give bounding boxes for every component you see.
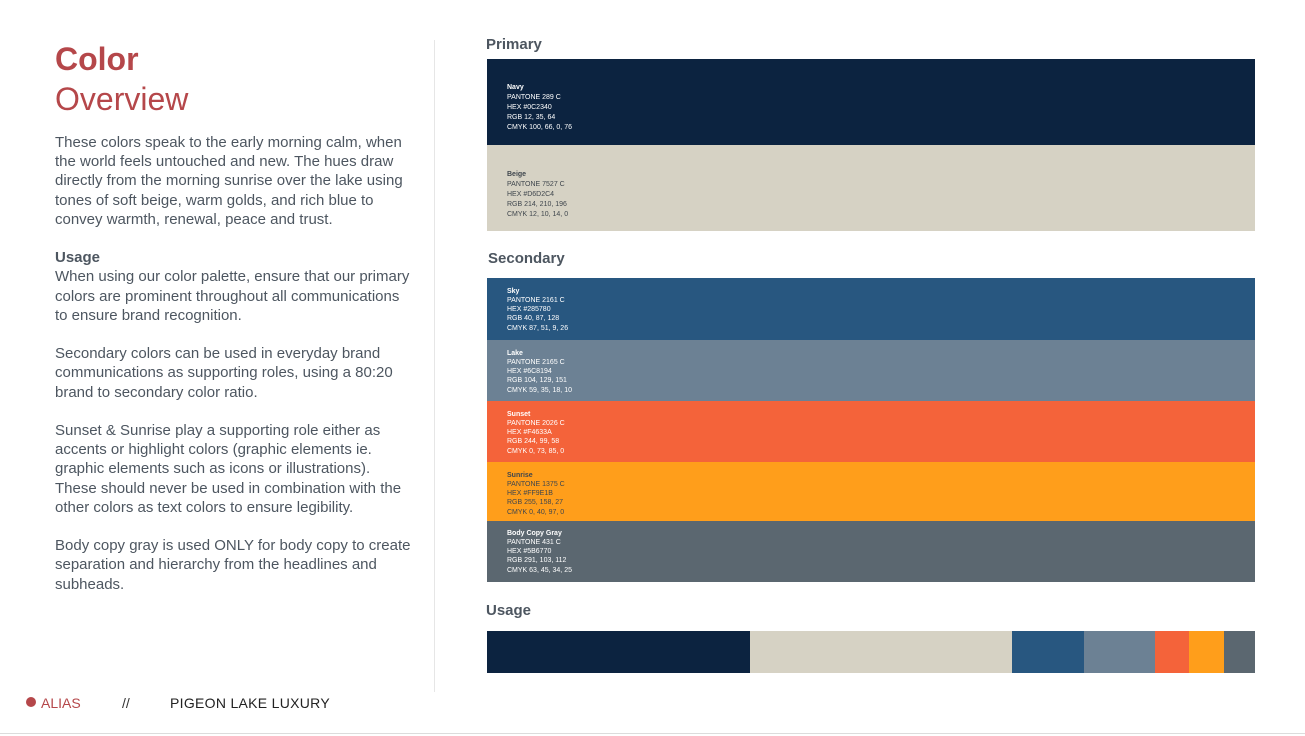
swatch-name: Navy — [507, 84, 524, 91]
swatch-pantone: PANTONE 2165 C — [507, 359, 565, 366]
swatch-pantone: PANTONE 431 C — [507, 539, 561, 546]
swatch-pantone: PANTONE 2026 C — [507, 420, 565, 427]
usage-paragraph-1: When using our color palette, ensure that our primary colors are prominent throughout all communications to ensure brand recognition. — [55, 268, 410, 324]
swatch-name: Sunset — [507, 411, 531, 418]
swatch-hex: HEX #D6D2C4 — [507, 191, 555, 198]
swatch-rgb: RGB 214, 210, 196 — [507, 201, 567, 208]
swatch-rgb: RGB 291, 103, 112 — [507, 557, 567, 565]
swatch-sunrise — [487, 462, 1255, 521]
swatch-hex: HEX #285780 — [507, 306, 551, 314]
usage-segment-lake — [1084, 631, 1155, 673]
swatch-hex: HEX #5B6770 — [507, 548, 552, 556]
swatch-beige — [487, 145, 1255, 231]
usage-bar-heading: Usage — [486, 602, 532, 619]
swatch-cmyk: CMYK 0, 73, 85, 0 — [507, 447, 565, 455]
swatch-rgb: RGB 12, 35, 64 — [507, 114, 556, 121]
swatch-pantone: PANTONE 2161 C — [507, 297, 565, 304]
swatch-sky — [487, 278, 1255, 340]
usage-segment-body-copy-gray — [1224, 631, 1255, 673]
intro-paragraph: These colors speak to the early morning calm, when the world feels untouched and new. The hues draw directly from the morning sunrise over the lake using tones of soft beige, warm golds, and rich blue to convey warmth, renewal, peace and trust. — [55, 134, 403, 228]
swatch-name: Lake — [507, 350, 523, 357]
usage-paragraph-3: Sunset & Sunrise play a supporting role either as accents or highlight colors (graphic elements ie. graphic elements such as icons or illustrations). These should never be used in combination with the other colors as text colors to ensure legibility. — [55, 422, 402, 516]
swatch-pantone: PANTONE 1375 C — [507, 481, 565, 488]
swatch-cmyk: CMYK 87, 51, 9, 26 — [507, 324, 569, 332]
brand-dot-icon — [26, 697, 36, 707]
swatch-cmyk: CMYK 59, 35, 18, 10 — [507, 386, 572, 394]
swatch-name: Sunrise — [507, 472, 533, 479]
usage-paragraph-4: Body copy gray is used ONLY for body copy to create separation and hierarchy from the headlines and subheads. — [55, 537, 411, 593]
usage-paragraph-2: Secondary colors can be used in everyday brand communications as supporting roles, using a 80:20 brand to secondary color ratio. — [55, 345, 393, 401]
swatch-cmyk: CMYK 12, 10, 14, 0 — [507, 211, 569, 218]
swatch-hex: HEX #6C8194 — [507, 368, 552, 376]
swatch-rgb: RGB 255, 158, 27 — [507, 499, 564, 507]
usage-ratio-bar — [487, 631, 1255, 673]
swatch-sunset — [487, 401, 1255, 462]
swatch-cmyk: CMYK 100, 66, 0, 76 — [507, 124, 572, 131]
usage-segment-sunrise — [1189, 631, 1224, 673]
primary-heading: Primary — [486, 36, 542, 53]
footer-separator: // — [122, 695, 130, 711]
swatch-hex: HEX #0C2340 — [507, 104, 552, 111]
swatch-name: Sky — [507, 288, 520, 295]
swatch-rgb: RGB 244, 99, 58 — [507, 438, 560, 446]
swatch-rgb: RGB 40, 87, 128 — [507, 315, 560, 323]
usage-segment-sky — [1012, 631, 1083, 673]
usage-heading: Usage — [55, 249, 101, 267]
swatch-cmyk: CMYK 0, 40, 97, 0 — [507, 508, 565, 516]
swatch-navy — [487, 59, 1255, 145]
secondary-heading: Secondary — [488, 250, 565, 267]
swatch-name: Beige — [507, 171, 527, 178]
swatch-rgb: RGB 104, 129, 151 — [507, 377, 567, 385]
swatch-name: Body Copy Gray — [507, 530, 562, 537]
footer-brand: ALIAS — [41, 695, 81, 711]
usage-block — [55, 248, 411, 325]
footer-divider — [0, 733, 1305, 734]
swatch-pantone: PANTONE 289 C — [507, 94, 561, 101]
footer-project: PIGEON LAKE LUXURY — [170, 695, 330, 711]
usage-segment-beige — [750, 631, 1013, 673]
swatch-lake — [487, 340, 1255, 401]
usage-segment-sunset — [1155, 631, 1189, 673]
column-divider — [434, 40, 435, 692]
body-copy — [55, 133, 411, 613]
swatch-cmyk: CMYK 63, 45, 34, 25 — [507, 566, 572, 574]
usage-segment-navy — [487, 631, 750, 673]
swatch-pantone: PANTONE 7527 C — [507, 181, 565, 188]
swatch-hex: HEX #FF9E1B — [507, 490, 553, 498]
swatch-hex: HEX #F4633A — [507, 429, 552, 437]
swatch-body-copy-gray — [487, 521, 1255, 582]
page-subtitle: Overview — [55, 81, 189, 117]
page-title: Color — [55, 41, 139, 77]
